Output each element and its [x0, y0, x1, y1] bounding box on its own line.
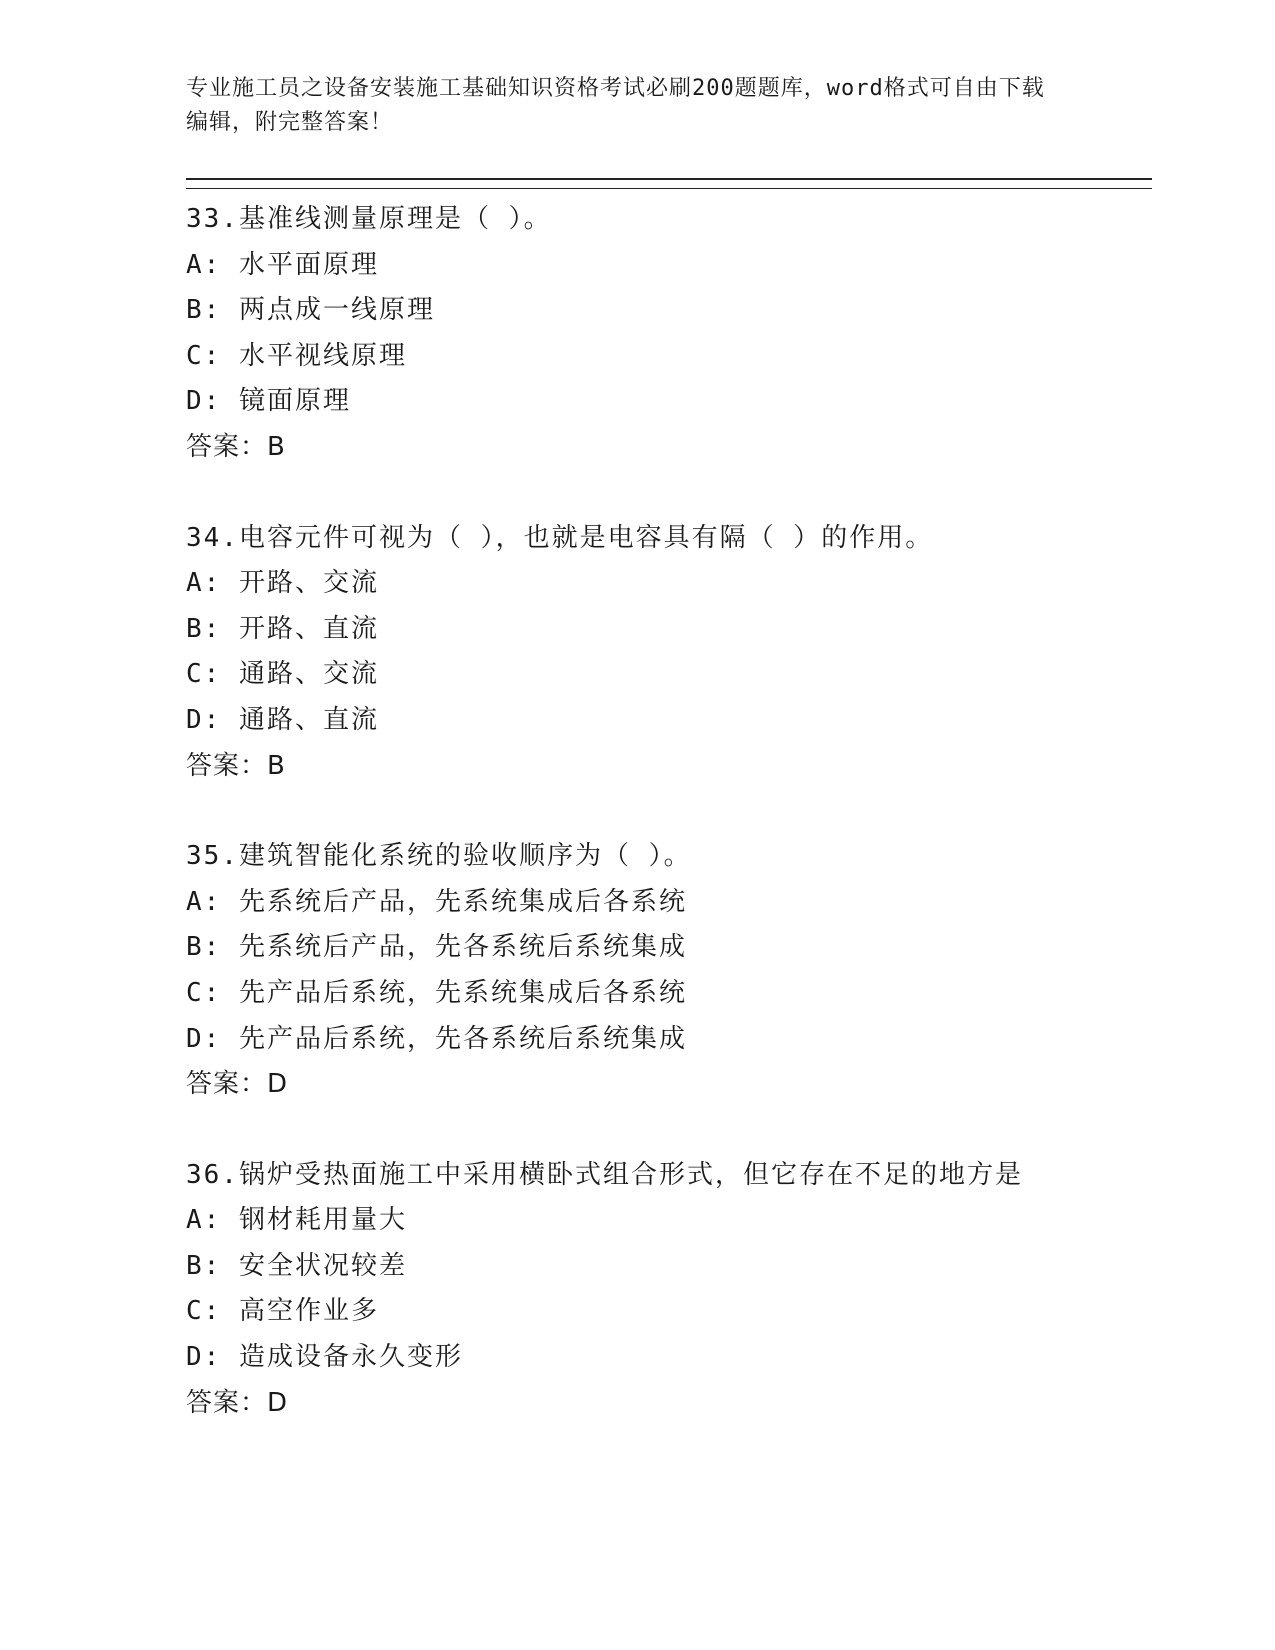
question-stem: 33.基准线测量原理是（ ）。 — [186, 204, 552, 234]
option-d: D: 先产品后系统，先各系统后系统集成 — [186, 1023, 687, 1054]
option-d: D: 通路、直流 — [186, 704, 379, 735]
question-list — [186, 197, 1152, 1426]
option-d: D: 造成设备永久变形 — [186, 1342, 463, 1373]
answer-label: 答案：B — [186, 750, 286, 781]
option-c: C: 水平视线原理 — [186, 340, 407, 371]
option-a: A: 水平面原理 — [186, 249, 379, 280]
option-c: C: 通路、交流 — [186, 659, 379, 690]
option-a: A: 开路、交流 — [186, 568, 379, 599]
option-a: A: 钢材耗用量大 — [186, 1205, 407, 1236]
option-b: B: 两点成一线原理 — [186, 295, 435, 326]
question-stem: 34.电容元件可视为（ ），也就是电容具有隔（ ）的作用。 — [186, 522, 934, 553]
option-d: D: 镜面原理 — [186, 386, 351, 417]
header-divider-thick — [186, 178, 1152, 180]
question-33 — [186, 197, 1152, 471]
question-stem: 35.建筑智能化系统的验收顺序为（ ）。 — [186, 841, 692, 872]
document-header: 专业施工员之设备安装施工基础知识资格考试必刷200题题库，word格式可自由下载编辑，附完整答案！ — [186, 76, 1045, 135]
option-b: B: 开路、直流 — [186, 613, 379, 644]
option-c: C: 先产品后系统，先系统集成后各系统 — [186, 977, 687, 1008]
question-stem: 36.锅炉受热面施工中采用横卧式组合形式，但它存在不足的地方是 — [186, 1159, 1023, 1190]
question-35 — [186, 834, 1152, 1108]
question-36 — [186, 1153, 1152, 1427]
option-b: B: 先系统后产品，先各系统后系统集成 — [186, 932, 687, 963]
option-b: B: 安全状况较差 — [186, 1250, 407, 1281]
question-34 — [186, 516, 1152, 790]
option-c: C: 高空作业多 — [186, 1296, 379, 1327]
answer-label: 答案：D — [186, 1069, 289, 1100]
option-a: A: 先系统后产品，先系统集成后各系统 — [186, 886, 687, 917]
answer-label: 答案：B — [186, 431, 286, 462]
header-divider-thin — [186, 188, 1152, 189]
answer-label: 答案：D — [186, 1387, 289, 1418]
document-page — [186, 72, 1152, 1471]
